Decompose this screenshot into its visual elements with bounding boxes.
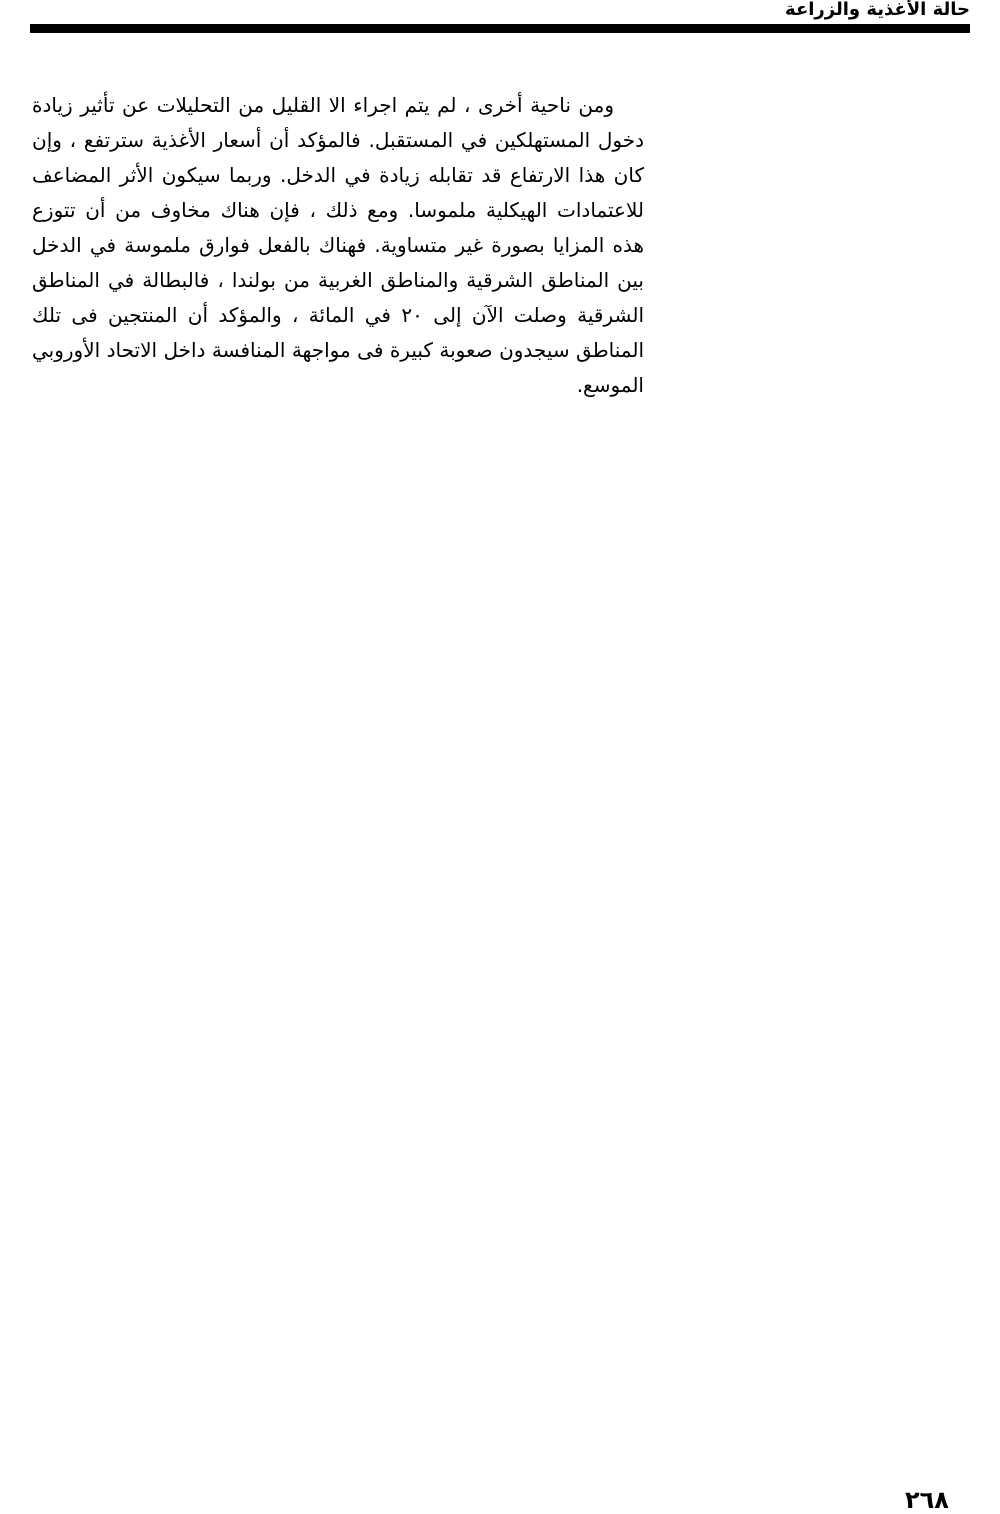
- running-header: حالة الأغذية والزراعة: [785, 0, 970, 20]
- page-number: ٢٦٨: [905, 1486, 949, 1514]
- paragraph: ومن ناحية أخرى ، لم يتم اجراء الا القليل من التحليلات عن تأثير زيادة دخول المستهلكين في المستقبل. فالمؤكد أن أسعار الأغذية سترتفع ، وإن كان هذا الارتفاع قد تقابله زيادة في الدخل. وربما سيكون الأثر المضاعف للاعتمادات الهيكلية ملموسا. ومع ذلك ، فإن هناك مخاوف من أن تتوزع هذه المزايا بصورة غير متساوية. فهناك بالفعل فوارق ملموسة في الدخل بين المناطق الشرقية والمناطق الغربية من بولندا ، فالبطالة في المناطق الشرقية وصلت الآن إلى ٢٠ في المائة ، والمؤكد أن المنتجين فى تلك المناطق سيجدون صعوبة كبيرة فى مواجهة المنافسة داخل الاتحاد الأوروبي الموسع.: [32, 93, 644, 397]
- header-rule: [30, 24, 970, 33]
- body-text: [32, 88, 644, 403]
